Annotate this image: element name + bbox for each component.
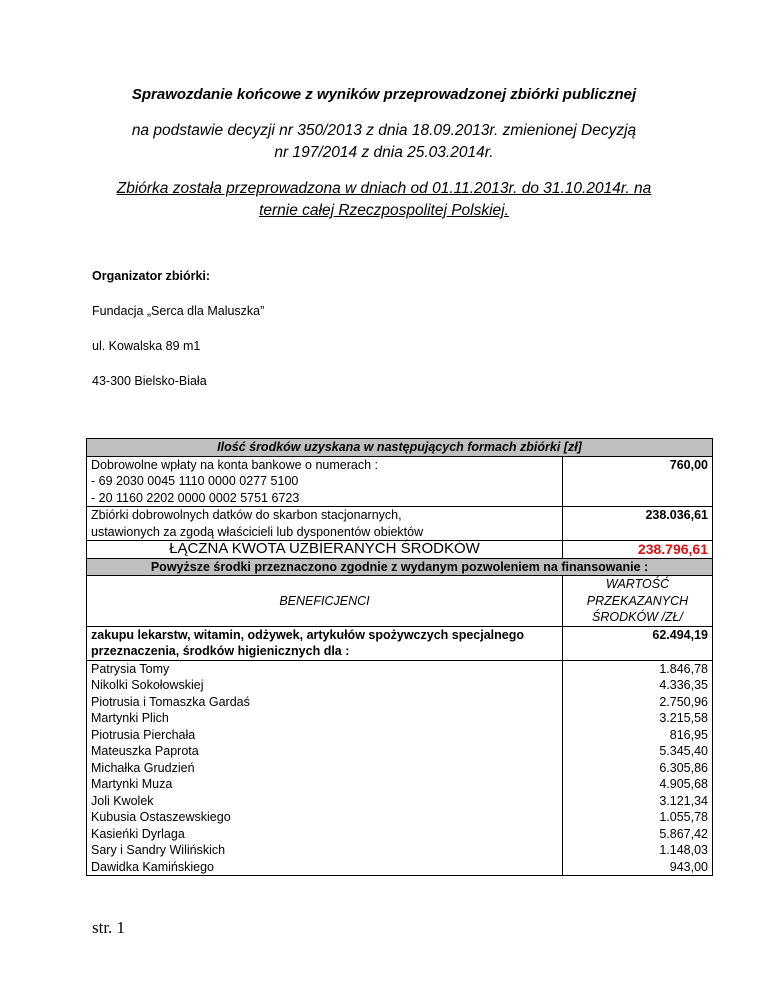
table-row [87, 760, 713, 777]
beneficiary-name: Martynki Plich [87, 710, 563, 727]
decision-line-2: nr 197/2014 z dnia 25.03.2014r. [274, 144, 494, 161]
beneficiary-value: 4.905,68 [563, 776, 713, 793]
bank-transfers-value: 760,00 [563, 456, 713, 507]
beneficiary-name: Piotrusia Pierchała [87, 727, 563, 744]
beneficiary-name: Piotrusia i Tomaszka Gardaś [87, 694, 563, 711]
beneficiary-name: Kasieńki Dyrlaga [87, 826, 563, 843]
beneficiary-value: 6.305,86 [563, 760, 713, 777]
beneficiary-value: 2.750,96 [563, 694, 713, 711]
col-beneficiaries-header: BENEFICJENCI [87, 576, 563, 627]
column-headers [87, 576, 713, 627]
total-row [87, 541, 713, 559]
category-description: zakupu lekarstw, witamin, odżywek, artykułów spożywczych specjalnego przeznaczenia, środków higienicznych dla : [87, 626, 563, 660]
organizer-label: Organizator zbiórki: [92, 269, 211, 283]
organizer-block [92, 269, 592, 409]
table-row [87, 727, 713, 744]
col-value-header: WARTOŚĆ PRZEKAZANYCH ŚRODKÓW /ZŁ/ [563, 576, 713, 627]
boxes-value: 238.036,61 [563, 507, 713, 541]
table-row [87, 826, 713, 843]
beneficiary-value: 1.055,78 [563, 809, 713, 826]
table-row [87, 842, 713, 859]
organizer-city: 43-300 Bielsko-Biała [92, 374, 207, 388]
period-line-2: ternie całej Rzeczpospolitej Polskiej. [259, 202, 509, 219]
beneficiary-value: 816,95 [563, 727, 713, 744]
report-table [86, 438, 713, 876]
table-row [87, 677, 713, 694]
table-row [87, 859, 713, 876]
beneficiary-name: Nikolki Sokołowskiej [87, 677, 563, 694]
category-row [87, 626, 713, 660]
table-row [87, 710, 713, 727]
bank-transfers-description: Dobrowolne wpłaty na konta bankowe o numerach : - 69 2030 0045 1110 0000 0277 5100 - 20 1160 2202 0000 0002 5751 6723 [87, 456, 563, 507]
beneficiary-value: 3.121,34 [563, 793, 713, 810]
collection-forms-header: Ilość środków uzyskana w następujących formach zbiórki [zł] [87, 439, 713, 457]
table-row [87, 660, 713, 677]
decision-reference [80, 120, 688, 164]
beneficiary-name: Patrysia Tomy [87, 660, 563, 677]
total-label: ŁĄCZNA KWOTA UZBIERANYCH ŚRODKÓW [87, 541, 563, 559]
table-row [87, 809, 713, 826]
allocation-header: Powyższe środki przeznaczono zgodnie z wydanym pozwoleniem na finansowanie : [87, 558, 713, 576]
table-row [87, 743, 713, 760]
table-row [87, 456, 713, 507]
total-value: 238.796,61 [563, 541, 713, 559]
beneficiary-value: 1.846,78 [563, 660, 713, 677]
beneficiary-value: 1.148,03 [563, 842, 713, 859]
table-row [87, 507, 713, 541]
decision-line-1: na podstawie decyzji nr 350/2013 z dnia 18.09.2013r. zmienionej Decyzją [131, 122, 637, 139]
table-row [87, 776, 713, 793]
beneficiary-name: Michałka Grudzień [87, 760, 563, 777]
organizer-street: ul. Kowalska 89 m1 [92, 339, 201, 353]
organizer-name: Fundacja „Serca dla Maluszka” [92, 304, 265, 318]
table-row [87, 694, 713, 711]
beneficiary-name: Kubusia Ostaszewskiego [87, 809, 563, 826]
table-row [87, 793, 713, 810]
collection-period [80, 178, 688, 222]
beneficiary-value: 4.336,35 [563, 677, 713, 694]
beneficiary-name: Joli Kwolek [87, 793, 563, 810]
boxes-description: Zbiórki dobrowolnych datków do skarbon stacjonarnych, ustawionych za zgodą właścicieli lub dysponentów obiektów [87, 507, 563, 541]
beneficiary-value: 5.867,42 [563, 826, 713, 843]
category-value: 62.494,19 [563, 626, 713, 660]
beneficiary-name: Sary i Sandry Wilińskich [87, 842, 563, 859]
period-line-1: Zbiórka została przeprowadzona w dniach od 01.11.2013r. do 31.10.2014r. na [116, 180, 652, 197]
beneficiary-value: 3.215,58 [563, 710, 713, 727]
beneficiary-name: Dawidka Kamińskiego [87, 859, 563, 876]
beneficiary-value: 5.345,40 [563, 743, 713, 760]
report-title: Sprawozdanie końcowe z wyników przeprowadzonej zbiórki publicznej [131, 86, 637, 103]
beneficiary-name: Martynki Muza [87, 776, 563, 793]
beneficiary-value: 943,00 [563, 859, 713, 876]
page-number: str. 1 [92, 918, 126, 937]
beneficiary-name: Mateuszka Paprota [87, 743, 563, 760]
